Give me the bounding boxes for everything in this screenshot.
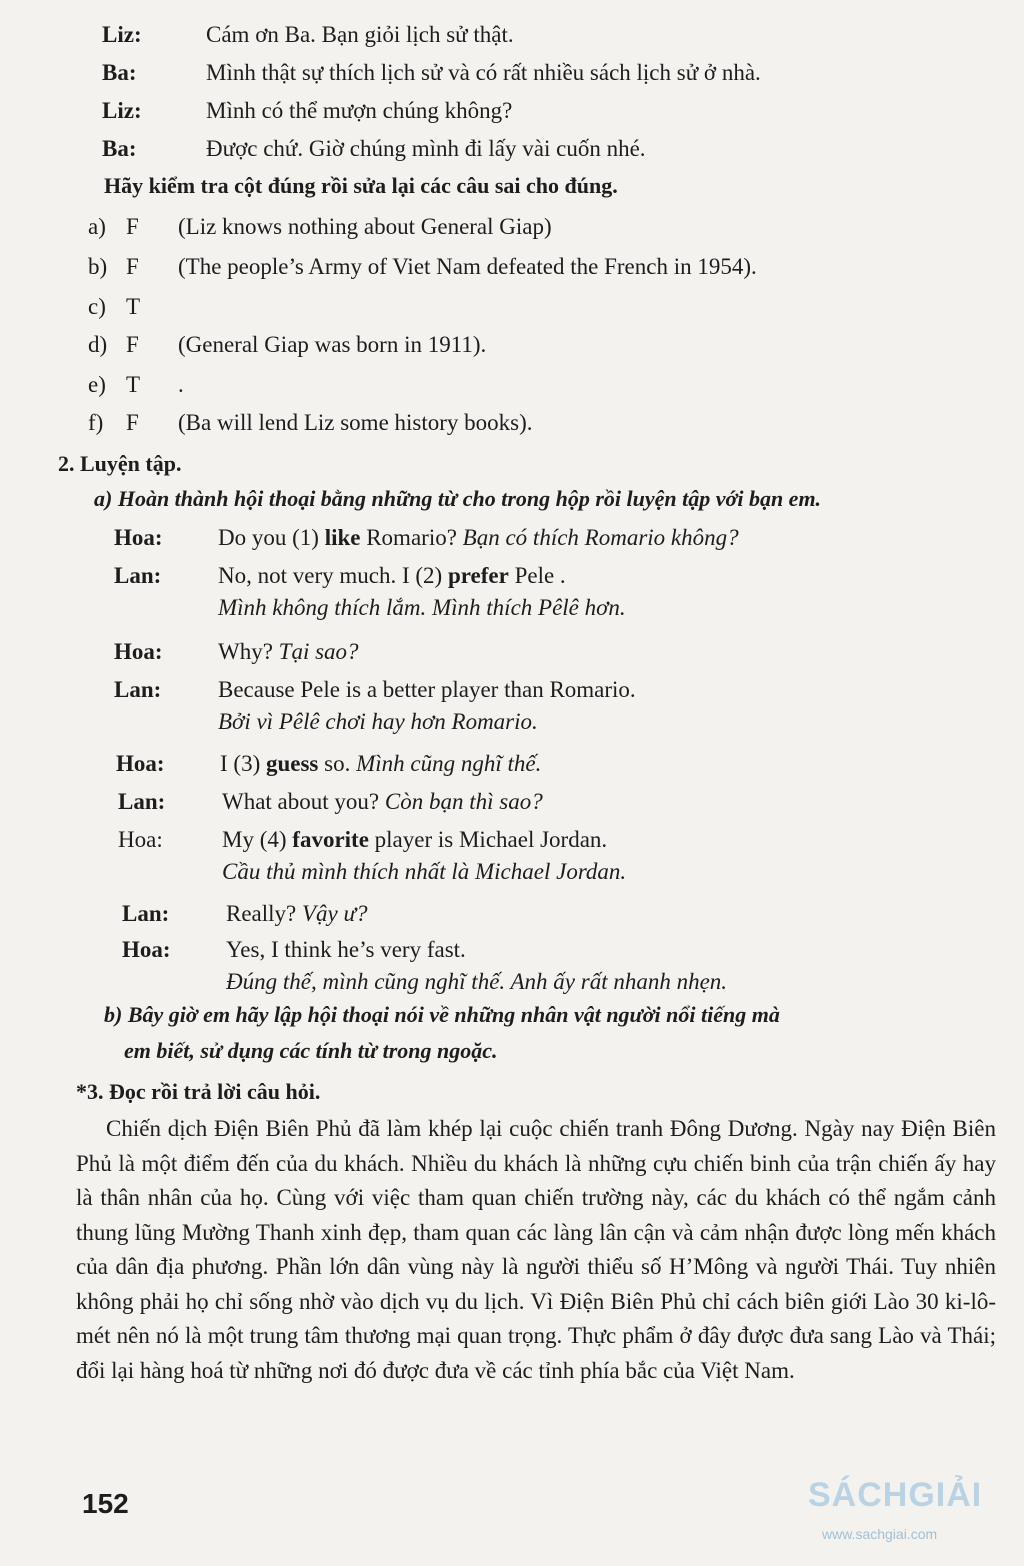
translation: Mình không thích lắm. Mình thích Pêlê hơn. — [218, 595, 626, 620]
answer-tf: F — [126, 332, 139, 357]
answer-tf: T — [126, 294, 141, 319]
answer-word: prefer — [447, 563, 509, 588]
translation: Tại sao? — [278, 639, 359, 664]
speaker: Hoa: — [114, 639, 163, 664]
answer-label: b) — [88, 254, 108, 279]
answer-word: like — [324, 525, 361, 550]
utterance: My (4) favorite player is Michael Jordan. — [222, 827, 608, 852]
watermark-site: www.sachgiai.com — [822, 1526, 938, 1542]
answer-row — [88, 408, 533, 438]
answer-row — [88, 370, 184, 400]
section-instruction: em biết, sử dụng các tính từ trong ngoặc. — [124, 1038, 498, 1063]
speaker: Lan: — [114, 563, 162, 588]
watermark-logo — [808, 1476, 998, 1556]
reading-paragraph: Chiến dịch Điện Biên Phủ đã làm khép lại cuộc chiến tranh Đông Dương. Ngày nay Điện Biên Phủ là một điểm đến của du khách. Nhiều du khách là những cựu chiến binh của trận chiến ấy hay là thân nhân của họ. Cùng với việc tham quan chiến trường này, các du khách có thể ngắm cảnh thung lũng Mường Thanh xinh đẹp, tham quan các làng lân cận và cảm nhận được lòng mến khách của dân địa phương. Phần lớn dân vùng này là người thiểu số H’Mông và người Thái. Tuy nhiên không phải họ chỉ sống nhờ vào dịch vụ du lịch. Vì Điện Biên Phủ chỉ cách biên giới Lào 30 ki-lô-mét nên nó là một trung tâm thương mại quan trọng. Thực phẩm ở đây được đưa sang Lào và Thái; đổi lại hàng hoá từ những nơi đó được đưa về các tỉnh phía bắc của Việt Nam. — [76, 1116, 996, 1383]
dialogue1-line — [102, 96, 512, 126]
utterance: Really? Vậy ư? — [226, 901, 368, 926]
translation: Vậy ư? — [302, 901, 368, 926]
speaker: Hoa: — [118, 827, 163, 852]
speaker: Lan: — [114, 677, 162, 702]
answer-label: e) — [88, 372, 106, 397]
answer-tf: F — [126, 254, 139, 279]
answer-note: (The people’s Army of Viet Nam defeated the French in 1954). — [178, 254, 757, 279]
translation: Đúng thế, mình cũng nghĩ thế. Anh ấy rất nhanh nhẹn. — [226, 969, 728, 994]
answer-word: favorite — [292, 827, 369, 852]
page-number: 152 — [82, 1488, 129, 1519]
dialogue1-line — [102, 134, 646, 164]
utterance: Yes, I think he’s very fast. — [226, 937, 466, 962]
dialogue1-line — [102, 58, 761, 88]
utterance: Mình thật sự thích lịch sử và có rất nhiều sách lịch sử ở nhà. — [206, 60, 761, 85]
answer-note: (Liz knows nothing about General Giap) — [178, 214, 552, 239]
answer-row — [88, 292, 178, 322]
answer-word: guess — [265, 751, 319, 776]
speaker: Lan: — [118, 789, 166, 814]
answer-row — [88, 330, 486, 360]
answer-tf: F — [126, 410, 139, 435]
answer-tf: F — [126, 214, 139, 239]
speaker: Ba: — [102, 60, 137, 85]
utterance: No, not very much. I (2) prefer Pele . — [218, 563, 566, 588]
speaker: Lan: — [122, 901, 170, 926]
answer-label: a) — [88, 214, 106, 239]
speaker: Hoa: — [116, 751, 165, 776]
translation: Cầu thủ mình thích nhất là Michael Jordan. — [222, 859, 627, 884]
utterance: Được chứ. Giờ chúng mình đi lấy vài cuốn nhé. — [206, 136, 646, 161]
translation: Bởi vì Pêlê chơi hay hơn Romario. — [218, 709, 538, 734]
translation: Còn bạn thì sao? — [384, 789, 543, 814]
translation: Mình cũng nghĩ thế. — [356, 751, 542, 776]
speaker: Hoa: — [114, 525, 163, 550]
utterance: Because Pele is a better player than Romario. — [218, 677, 636, 702]
utterance: Why? Tại sao? — [218, 639, 359, 664]
utterance: Do you (1) like Romario? Bạn có thích Romario không? — [218, 525, 739, 550]
answer-label: d) — [88, 332, 108, 357]
section-title: *3. Đọc rồi trả lời câu hỏi. — [76, 1079, 321, 1104]
answer-row — [88, 212, 552, 242]
section-instruction: a) Hoàn thành hội thoại bằng những từ cho trong hộp rồi luyện tập với bạn em. — [94, 486, 822, 511]
watermark-text: SÁCHGIẢI — [808, 1476, 983, 1514]
section-title: 2. Luyện tập. — [58, 451, 182, 476]
utterance: I (3) guess so. Mình cũng nghĩ thế. — [220, 751, 542, 776]
speaker: Liz: — [102, 22, 142, 47]
answer-note: (Ba will lend Liz some history books). — [178, 410, 533, 435]
speaker: Liz: — [102, 98, 142, 123]
speaker: Hoa: — [122, 937, 171, 962]
answer-row — [88, 252, 757, 282]
answer-note: (General Giap was born in 1911). — [178, 332, 487, 357]
answer-note: . — [178, 372, 184, 397]
translation: Bạn có thích Romario không? — [462, 525, 739, 550]
answer-label: f) — [88, 410, 104, 435]
utterance: Mình có thể mượn chúng không? — [206, 98, 513, 123]
utterance: Cám ơn Ba. Bạn giỏi lịch sử thật. — [206, 22, 514, 47]
dialogue1-line — [102, 20, 514, 50]
utterance: What about you? Còn bạn thì sao? — [222, 789, 543, 814]
answer-tf: T — [126, 372, 141, 397]
answer-label: c) — [88, 294, 106, 319]
speaker: Ba: — [102, 136, 137, 161]
section-instruction: b) Bây giờ em hãy lập hội thoại nói về những nhân vật người nổi tiếng mà — [104, 1002, 780, 1027]
check-heading: Hãy kiểm tra cột đúng rồi sửa lại các câu sai cho đúng. — [104, 173, 618, 198]
